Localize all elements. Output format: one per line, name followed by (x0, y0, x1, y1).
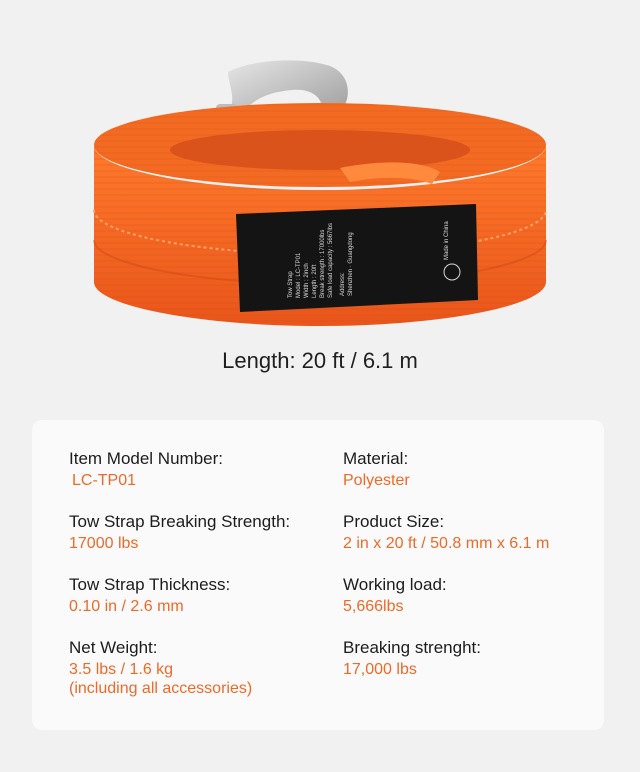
spec-material (343, 448, 410, 490)
product-image (0, 0, 640, 340)
spec-net-weight (69, 637, 252, 698)
spec-label: Net Weight: (69, 638, 158, 657)
spec-label: Item Model Number: (69, 449, 223, 468)
spec-item-model-number (69, 448, 223, 490)
specs-card (32, 420, 604, 730)
tow-strap-illustration (0, 0, 640, 340)
spec-value-note: (including all accessories) (69, 680, 253, 697)
spec-value: 3.5 lbs / 1.6 kg (69, 661, 174, 678)
spec-value: Polyester (343, 472, 410, 489)
spec-value: 0.10 in / 2.6 mm (69, 598, 184, 615)
svg-text:Address:: Address: (340, 272, 346, 296)
spec-thickness (69, 574, 230, 616)
spec-label: Tow Strap Breaking Strength: (69, 512, 291, 531)
spec-label: Material: (343, 449, 409, 468)
product-label-tag (236, 204, 478, 312)
svg-text:Made in China: Made in China (444, 221, 450, 260)
svg-text:Break strength : 17000lbs: Break strength : 17000lbs (320, 229, 326, 298)
spec-breaking-strength (69, 511, 290, 553)
spec-breaking-strenght (343, 637, 481, 679)
length-caption: Length: 20 ft / 6.1 m (222, 348, 418, 373)
svg-text:Tow Strap: Tow Strap (288, 271, 294, 298)
spec-value: LC-TP01 (72, 472, 137, 489)
svg-text:Shenzhen · Guangdong: Shenzhen · Guangdong (348, 232, 354, 296)
svg-text:Length : 20ft: Length : 20ft (312, 264, 318, 298)
spec-label: Working load: (343, 575, 447, 594)
svg-text:Width : 2inch: Width : 2inch (304, 263, 310, 298)
spec-label: Breaking strenght: (343, 638, 481, 657)
spec-value: 2 in x 20 ft / 50.8 mm x 6.1 m (343, 535, 550, 552)
svg-text:Model : LC-TP01: Model : LC-TP01 (296, 252, 302, 298)
spec-value: 17,000 lbs (343, 661, 417, 678)
spec-label: Tow Strap Thickness: (69, 575, 231, 594)
spec-working-load (343, 574, 447, 616)
spec-product-size (343, 511, 549, 553)
spec-label: Product Size: (343, 512, 445, 531)
spec-value: 17000 lbs (69, 535, 139, 552)
spec-value: 5,666lbs (343, 598, 404, 615)
svg-text:Safe load capacity : 5667lbs: Safe load capacity : 5667lbs (328, 222, 334, 298)
